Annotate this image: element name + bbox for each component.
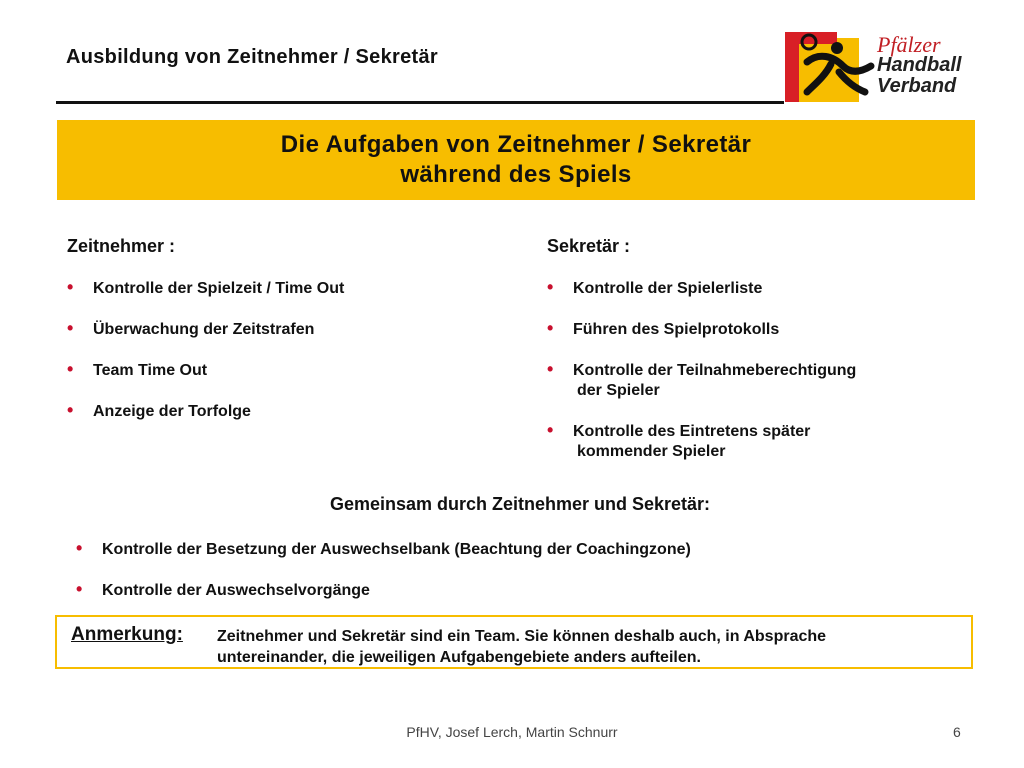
- section-banner: [57, 120, 975, 200]
- list-item: • Überwachung der Zeitstrafen: [67, 318, 315, 338]
- list-item: • Führen des Spielprotokolls: [547, 318, 780, 338]
- bullet-icon: •: [76, 579, 83, 599]
- pfhv-logo: [785, 28, 985, 110]
- zeitnehmer-column: [67, 236, 507, 443]
- banner-line1: Die Aufgaben von Zeitnehmer / Sekretär: [280, 131, 752, 158]
- bullet-icon: •: [67, 400, 74, 420]
- note-text: Zeitnehmer und Sekretär sind ein Team. Sie können deshalb auch, in Absprache untereinander, die jeweiligen Aufgabengebiete anders aufteilen.: [217, 628, 827, 666]
- bullet-icon: •: [76, 538, 83, 558]
- list-item: • Kontrolle der Spielerliste: [547, 277, 763, 297]
- list-item: • Kontrolle der Besetzung der Auswechselbank (Beachtung der Coachingzone): [76, 538, 691, 558]
- page-title: Ausbildung von Zeitnehmer / Sekretär: [66, 46, 438, 68]
- page-number: 6: [953, 724, 961, 740]
- list-item: • Kontrolle der Spielzeit / Time Out: [67, 277, 345, 297]
- sekretaer-column: [547, 236, 987, 483]
- bullet-icon: •: [547, 318, 554, 338]
- note-label: Anmerkung:: [71, 624, 183, 645]
- bullet-icon: •: [547, 277, 554, 297]
- sekretaer-heading: Sekretär :: [547, 236, 631, 256]
- common-list: [76, 540, 976, 622]
- banner-line2: während des Spiels: [400, 161, 632, 188]
- footer-credits: PfHV, Josef Lerch, Martin Schnurr: [406, 724, 618, 740]
- list-item: • Team Time Out: [67, 359, 208, 379]
- handball-player-icon: [785, 28, 880, 108]
- bullet-icon: •: [547, 420, 554, 440]
- list-item: • Kontrolle der Teilnahmeberechtigung der Spieler: [547, 359, 857, 399]
- logo-line1: Pfälzer: [877, 32, 941, 57]
- zeitnehmer-heading: Zeitnehmer :: [67, 236, 176, 256]
- list-item: • Anzeige der Torfolge: [67, 400, 251, 420]
- note-box: [55, 615, 973, 669]
- logo-line2: Handball: [877, 54, 962, 76]
- title-divider: [56, 101, 784, 104]
- list-item: • Kontrolle der Auswechselvorgänge: [76, 579, 370, 599]
- bullet-icon: •: [67, 277, 74, 297]
- logo-line3: Verband: [877, 75, 957, 97]
- list-item: • Kontrolle des Eintretens später kommender Spieler: [547, 420, 811, 460]
- bullet-icon: •: [67, 318, 74, 338]
- bullet-icon: •: [547, 359, 554, 379]
- bullet-icon: •: [67, 359, 74, 379]
- common-heading: Gemeinsam durch Zeitnehmer und Sekretär:: [329, 494, 711, 514]
